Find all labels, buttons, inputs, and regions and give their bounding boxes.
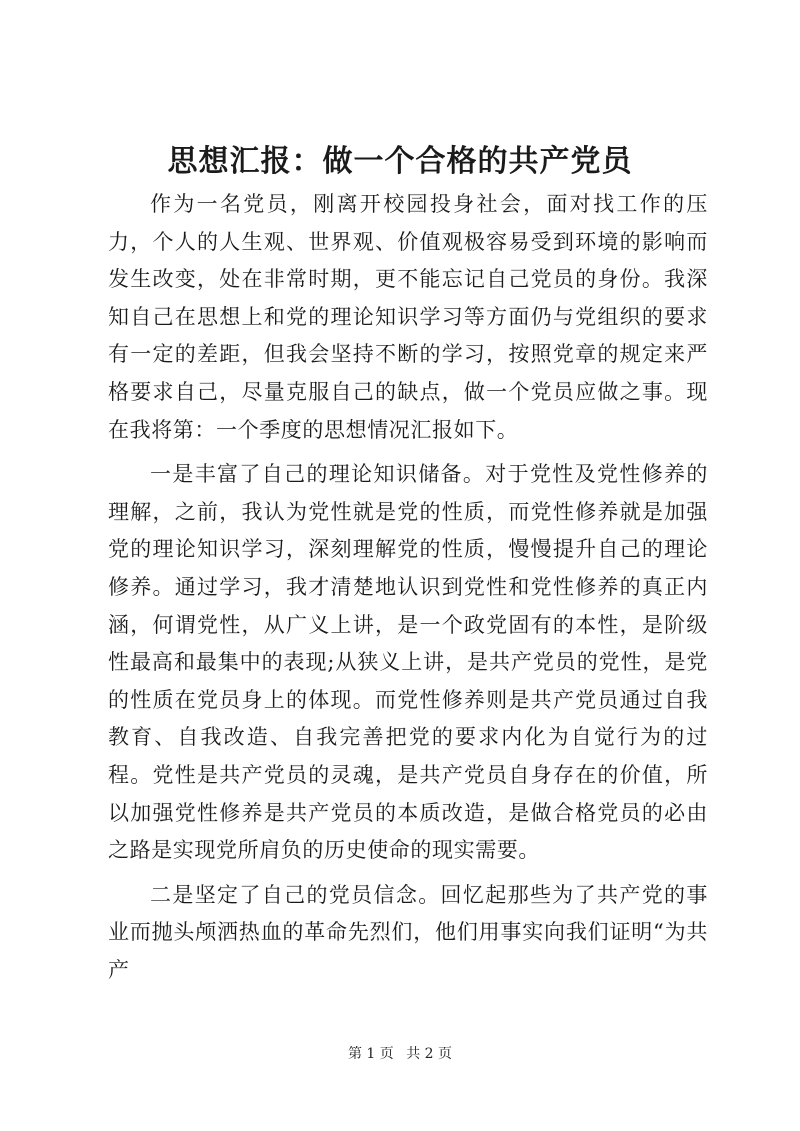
- page-total: 共 2 页: [406, 1046, 453, 1062]
- page-number: 第 1 页: [347, 1046, 394, 1062]
- document-title: 思想汇报：做一个合格的共产党员: [167, 144, 633, 179]
- document-body: [108, 186, 708, 989]
- paragraph-intro: 作为一名党员，刚离开校园投身社会，面对找工作的压力，个人的人生观、世界观、价值观极容易受到环境的影响而发生改变，处在非常时期，更不能忘记自己党员的身份。我深知自己在思想上和党的理论知识学习等方面仍与党组织的要求有一定的差距，但我会坚持不断的学习，按照党章的规定来严格要求自己，尽量克服自己的缺点，做一个党员应做之事。现在我将第：一个季度的思想情况汇报如下。: [108, 192, 708, 442]
- page-footer: [0, 1044, 800, 1064]
- paragraph-theory: 一是丰富了自己的理论知识储备。对于党性及党性修养的理解，之前，我认为党性就是党的性质，而党性修养就是加强党的理论知识学习，深刻理解党的性质，慢慢提升自己的理论修养。通过学习，我才清楚地认识到党性和党性修养的真正内涵，何谓党性，从广义上讲，是一个政党固有的本性，是阶级性最高和最集中的表现;从狭义上讲，是共产党员的党性，是党的性质在党员身上的体现。而党性修养则是共产党员通过自我教育、自我改造、自我完善把党的要求内化为自觉行为的过程。党性是共产党员的灵魂，是共产党员自身存在的价值，所以加强党性修养是共产党员的本质改造，是做合格党员的必由之路是实现党所肩负的历史使命的现实需要。: [108, 462, 708, 863]
- paragraph-belief: 二是坚定了自己的党员信念。回忆起那些为了共产党的事业而抛头颅洒热血的革命先烈们，他们用事实向我们证明“为共产: [108, 882, 708, 982]
